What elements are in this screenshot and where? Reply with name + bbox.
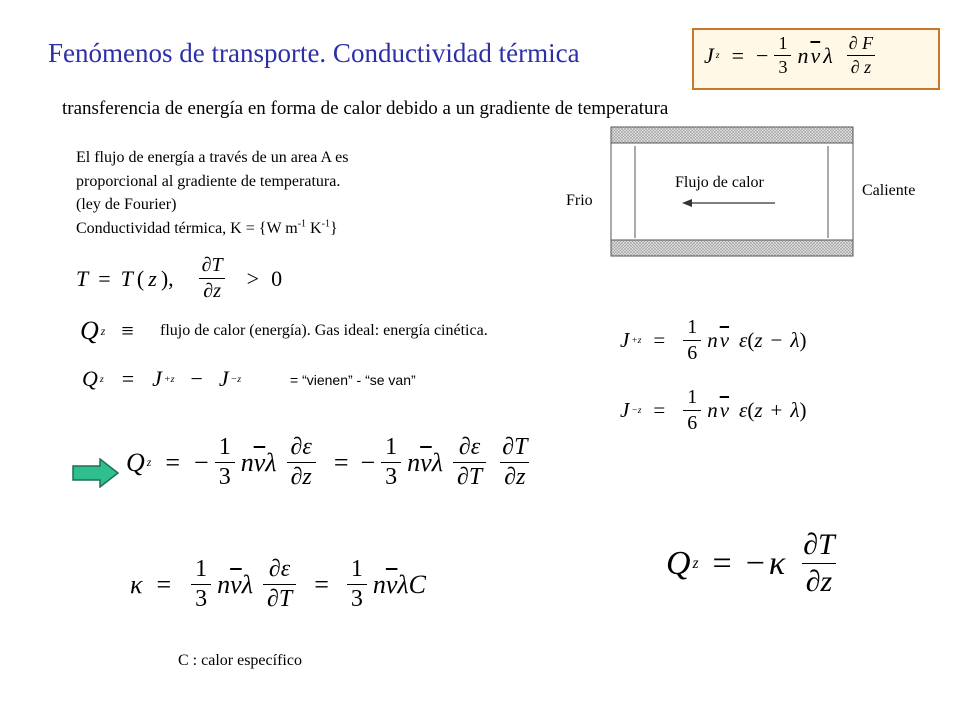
flow-label: Flujo de calor [675, 174, 764, 191]
qz-balance-equation: Q z = J +z − J −z [82, 366, 242, 391]
qz-definition-text: flujo de calor (energía). Gas ideal: energía cinética. [160, 322, 488, 339]
j-plus-equation: J +z = $\frac{1}{6}$ n $\overline{v}$ ε ( z − λ ) [620, 316, 807, 364]
heat-flow-diagram [610, 126, 855, 261]
qz-balance-meaning: = “vienen” - “se van” [290, 372, 416, 388]
fourier-law-equation: Q z = − κ $\frac{\partial T}{\partial z}$ [666, 528, 835, 598]
qz-definition-symbol: Q z ≡ [80, 316, 134, 345]
description-line: proporcional al gradiente de temperatura. [76, 172, 341, 190]
cold-label: Frio [566, 192, 593, 209]
specific-heat-note: C : calor específico [178, 652, 302, 669]
hot-label: Caliente [862, 182, 916, 199]
j-minus-equation: J −z = $\frac{1}{6}$ n $\overline{v}$ ε ( z + λ ) [620, 386, 807, 434]
subtitle: transferencia de energía en forma de calor debido a un gradiente de temperatura [62, 98, 669, 119]
qz-expanded-equation: Q z = − $\frac{1}{3}$ n $\overline{v}$ λ $\frac{\partial\varepsilon}{\partial z}$ = − $\frac{1}{3}$ n $\overline{v}$ λ $\frac{\partial\varepsilon}{\partial T}$ $\frac{\partial T}{\partial z}$ [126, 434, 528, 490]
result-arrow-icon [72, 458, 120, 488]
description-line: (ley de Fourier) [76, 196, 177, 213]
kappa-equation: κ = $\frac{1}{3}$ n $\overline{v}$ λ $\frac{\partial\varepsilon}{\partial T}$ = $\frac{1}{3}$ n $\overline{v}$ λ C [130, 556, 427, 612]
description-line: El flujo de energía a través de un area A es [76, 149, 349, 166]
description-line-units: Conductividad térmica, K = {W $m^{-1}$ $K^{-1}$} [76, 218, 338, 237]
page-title: Fenómenos de transporte. Conductividad térmica [48, 38, 580, 68]
bottom-wall [611, 240, 853, 256]
top-wall [611, 127, 853, 143]
temperature-gradient-equation: T = T ( z ), $\frac{\partial T}{\partial z}$ > 0 [76, 254, 283, 302]
fourier-description [76, 146, 348, 240]
jz-formula-box: J z = − $\frac{1}{3}$ n $\overline{v}$ λ $\frac{\partial F}{\partial z}$ [692, 28, 940, 90]
